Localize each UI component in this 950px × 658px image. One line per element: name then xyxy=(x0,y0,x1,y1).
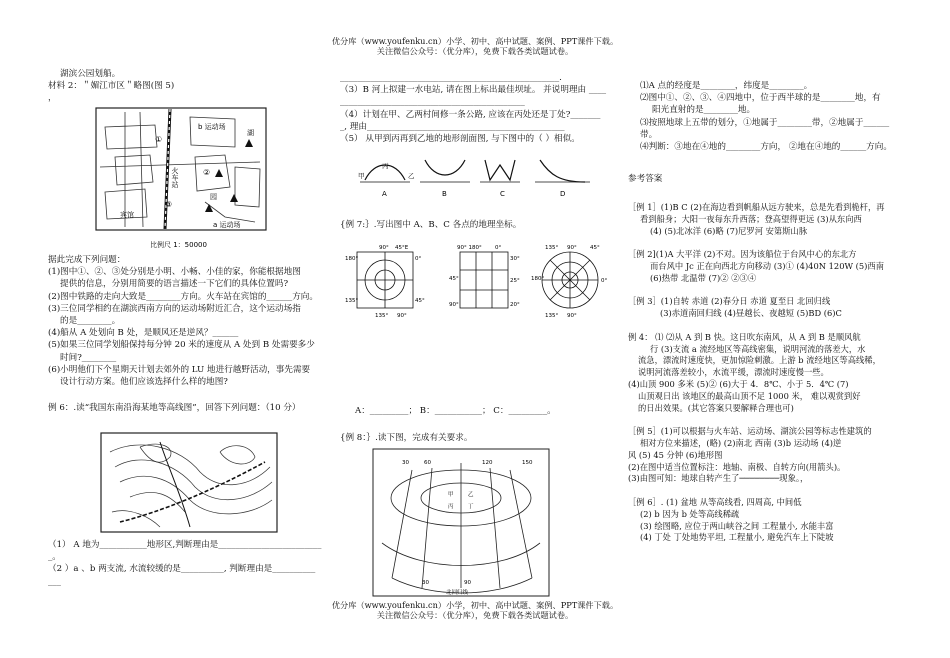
coordinate-grids xyxy=(345,240,625,320)
grid2-label: 90° 180° xyxy=(457,245,482,251)
polar-label: 甲 xyxy=(448,492,454,498)
answer-line: 山顶观日出 该地区的最高山顶不足 1000 米， 难以观赏到好 xyxy=(638,390,861,401)
ex6-q1: （1） A 地为___________地形区,判断理由是________________________ xyxy=(48,540,322,550)
header-line-1: 优分库（www.youfenku.cn）小学、初中、高中试题、案例、PPT课件下载。 xyxy=(331,36,619,46)
ex6-title: 例 6：.读“我国东南沿海某地等高线图”，回答下列问题：（10 分） xyxy=(48,403,301,414)
svg-text:②: ② xyxy=(203,168,211,177)
right-q: ⑶按照地球上五带的划分，①地属于________带，②地属于______ xyxy=(640,117,890,128)
profile-option-a: A xyxy=(382,190,387,198)
answer-line xyxy=(628,285,928,297)
answer-line: 的日出效果。(其它答案只要解释合理也可) xyxy=(638,402,794,413)
map-label-a-field: a 运动场 xyxy=(213,221,241,229)
q-line: (4)船从 A 处划向 B 处，是顺风还是逆风？______ xyxy=(48,328,239,339)
q-line: (5)如果三位同学划船保持每分钟 20 米的速度从 A 处到 B 处需要多少 xyxy=(48,340,315,351)
q-line: 据此完成下列问题： xyxy=(48,255,126,265)
answer-line xyxy=(628,320,928,332)
grid1-label: 45° xyxy=(415,298,425,304)
q-line: (3)三位同学相约在湖滨西南方向的运动场附近汇合，这个运动场指 xyxy=(48,303,301,314)
q-line: (2)图中铁路的走向大致是________方向。火车站在宾馆的______方向。 xyxy=(48,291,318,302)
footer-line-1: 优分库（www.youfenku.cn）小学，初中、高中试题、案例、PPT课件下载。 xyxy=(331,600,619,610)
grid2-label: 30° xyxy=(510,256,520,262)
answer-line: ［例 5］(1)可以根据与火车站、运动场、湖滨公园等标志性建筑的 xyxy=(628,426,872,437)
intro-line-2: 材料 2：＂媚江市区＂略图(图 5) xyxy=(48,81,175,92)
answer-line: (2) b 因为 b 处等高线稀疏 xyxy=(640,508,740,519)
city-map xyxy=(95,107,275,252)
profile-option-d: D xyxy=(560,190,566,198)
answer-line: ［例 6］. (1) 盆地 从等高线看, 四周高, 中间低 xyxy=(628,496,802,507)
profile-label-bing: 丙 xyxy=(382,162,389,170)
header-line-2: 关注微信公众号：（优分库），免费下载各类试题试卷。 xyxy=(376,46,574,56)
profile-label-yi: 乙 xyxy=(408,172,415,180)
mid-top-line: ___________________________________________________. xyxy=(340,73,562,83)
grid1-label: 0° xyxy=(415,256,422,262)
answers-title: 参考答案 xyxy=(628,174,663,185)
middle-column xyxy=(340,72,620,145)
intro-line-1: 湖滨公园划船。 xyxy=(60,69,121,79)
q-line: 提供的信息，分别用简要的语言描述一下它们的具体位置吗? xyxy=(60,279,289,290)
answer-line: 风 (5) 45 分钟 (6)地形图 xyxy=(628,449,723,460)
answer-line: 看到船身；大阳一夜每东升西落；登高望得更远 (3)从东向西 xyxy=(640,213,862,224)
answer-line: (4) 丁处 丁处地势平坦, 工程量小, 避免汽车上下陡坡 xyxy=(640,532,834,543)
q-line: 时间?________ xyxy=(60,352,117,363)
q-line: (1)图中①、②、③处分别是小明、小畅、小佳的家，你能根据地图 xyxy=(48,267,301,278)
grid3-label: 180° xyxy=(531,276,545,282)
grid1-label: 180° xyxy=(345,256,359,262)
answer-line xyxy=(628,485,928,497)
mid-q4b: _, 理由______________________________________________ xyxy=(340,121,565,132)
grid1-label: 90° xyxy=(397,313,407,319)
ex6-q1b: _。 xyxy=(48,552,61,563)
footer-line-2: 关注微信公众号：（优分库），免费下载各类试题试卷。 xyxy=(376,610,574,620)
polar-label: 150 xyxy=(522,460,533,466)
profile-option-b: B xyxy=(442,190,447,198)
polar-label: 丙 xyxy=(448,504,454,510)
map-label-b-field: b 运动场 xyxy=(198,123,226,131)
answer-line xyxy=(628,237,928,249)
grid2-label: 20° xyxy=(510,302,520,308)
polar-label: 丁 xyxy=(468,504,474,510)
right-q: ⑴A 点的经度是________，纬度是________。 xyxy=(640,81,813,91)
mid-q5: （5） 从甲到丙再到乙地的地形剖面图, 与下图中的（ ）相似。 xyxy=(340,134,580,145)
answer-line: 流急，漂流时速度快，更加惊险刺激。上游 b 流经地区等高线稀， xyxy=(638,355,881,366)
right-q: 阳光直射的是________地。 xyxy=(652,105,756,116)
answer-line: (3) 绘图略, 应位于两山峡谷之间 工程量小, 水能丰富 xyxy=(640,520,834,531)
ex6-q2: （2 ）a 、b 两支流, 水流较缓的是__________, 判断理由是__________ xyxy=(48,564,316,575)
answer-line: (3)由图可知：地球自转产生了────────现象。， xyxy=(628,473,809,484)
polar-map xyxy=(372,448,550,598)
q-line: 的是________。 xyxy=(60,316,121,327)
grid1-label: 45°E xyxy=(395,245,409,251)
page-header xyxy=(0,36,950,56)
ex7-answers: A：_________； B：___________； C：_________。 xyxy=(355,406,556,416)
mid-q3b: ___________________________________________ xyxy=(340,97,525,108)
intro-comma: ， xyxy=(48,93,57,104)
map-label-park: 园 xyxy=(210,193,217,201)
grid1-label: 90° xyxy=(379,245,389,251)
answer-key xyxy=(628,202,928,544)
right-q: ⑵图中①、②、③、④四地中，位于西半球的是________地，有 xyxy=(640,93,881,104)
answer-line: (4) (5)北冰洋 (6)略 (7)尼罗河 安第斯山脉 xyxy=(650,225,808,236)
polar-label: 60 xyxy=(424,460,431,466)
answer-line: (3)赤道南回归线 (4)昼越长、夜越短 (5)BD (6)C xyxy=(660,308,842,319)
profile-options xyxy=(350,150,620,202)
contour-map xyxy=(100,432,280,534)
answer-line: (2)在图中适当位置标注：地轴、南极、自转方向(用箭头)。 xyxy=(628,461,846,472)
left-column xyxy=(48,68,323,105)
grid3-label: 135° xyxy=(545,245,559,251)
right-q: 带。 xyxy=(640,129,658,140)
ex6-questions xyxy=(48,539,333,588)
polar-label: 30 xyxy=(402,460,409,466)
profile-option-c: C xyxy=(500,190,505,198)
answer-line: 行 (3)支流 a 流经地区等高线密集，说明河流的落差大，水 xyxy=(650,343,866,354)
answer-line: 例 4： ⑴ ⑵从 A 到 B 快。这日吹东南风，从 A 到 B 是顺风航 xyxy=(628,331,861,342)
grid3-label: 90° xyxy=(567,245,577,251)
answer-line: 而台风中 Jc 正在向西北方向移动 (3)① (4)40N 120W (5)西南 xyxy=(650,260,884,271)
grid3-label: 0° xyxy=(601,278,608,284)
grid2-label: 0° xyxy=(495,245,502,251)
profile-label-jia: 甲 xyxy=(358,172,365,180)
svg-text:③: ③ xyxy=(165,200,173,209)
right-q: ⑷判断：③地在④地的________方向， ②地在④地的______方向。 xyxy=(640,142,892,153)
grid3-label: 90° xyxy=(567,313,577,319)
grid2-label: 90° xyxy=(449,302,459,308)
answer-line xyxy=(628,414,928,426)
answer-line: 相对方位来描述，(略) (2)南北 西南 (3)b 运动场 (4)逆 xyxy=(640,437,842,448)
grid3-label: 45° xyxy=(590,245,600,251)
grid2-label: 45° xyxy=(449,276,459,282)
polar-label: 30 xyxy=(422,580,429,586)
mid-q4: （4）计划在甲、乙两村间修一条公路, 应该在丙处还是丁处?_______ xyxy=(340,109,601,120)
left-questions xyxy=(48,254,333,414)
grid1-label: 135° xyxy=(345,298,359,304)
polar-label-tropic: 北回归线 xyxy=(446,590,469,596)
grid3-label: 135° xyxy=(545,313,559,319)
page-footer xyxy=(0,600,950,620)
polar-label: 90 xyxy=(464,580,471,586)
ex7-title: {例 7:｝.写出图中 A、B、C 各点的地理坐标。 xyxy=(340,220,522,230)
mid-q3: （3）B 河上拟建一水电站, 请在图上标出最佳坝址。 并说明理由 ____ xyxy=(340,85,607,96)
map-label-station: 火车站 xyxy=(171,167,179,188)
map-scale: 比例尺 1：50000 xyxy=(150,241,207,249)
answer-line: (6)热带 北温带 (7)② ②③④ xyxy=(650,272,757,283)
ex6-q2b: ___ xyxy=(48,576,61,587)
answer-line: 说明河流落差较小，水流平缓，漂流时速度慢一些。 xyxy=(638,367,829,378)
q-line: 设计行动方案。他们应该选择什么样的地图? xyxy=(60,377,228,388)
polar-label: 120 xyxy=(482,460,493,466)
grid1-label: 135° xyxy=(375,313,389,319)
map-label-hotel: 宾馆 xyxy=(120,211,134,219)
answer-line: ［例 2](1)A 大平洋 (2)不对。因为该船位于台风中心的东北方 xyxy=(628,249,857,260)
q-line: (6)小明他们下个星期天计划去郊外的 LU 地进行越野活动，事先需要 xyxy=(48,364,311,375)
answer-line: ［例 1］(1)B C (2)在海边看到帆船从远方驶来，总是先看到桅杆，再 xyxy=(628,202,885,212)
answer-line: ［例 3］(1)自转 赤道 (2)春分日 赤道 夏至日 北回归线 xyxy=(628,296,831,307)
svg-text:①: ① xyxy=(155,135,163,144)
right-column xyxy=(628,80,928,185)
answer-line: (4)山顶 900 多米 (5)② (6)大于 4．8℃、小于 5．4℃ (7) xyxy=(628,378,849,389)
polar-label: 乙 xyxy=(468,492,474,498)
map-label-lake: 湖 xyxy=(247,129,254,137)
ex8-title: {例 8：｝.读下图，完成有关要求。 xyxy=(340,433,473,443)
grid2-label: 25° xyxy=(510,278,520,284)
